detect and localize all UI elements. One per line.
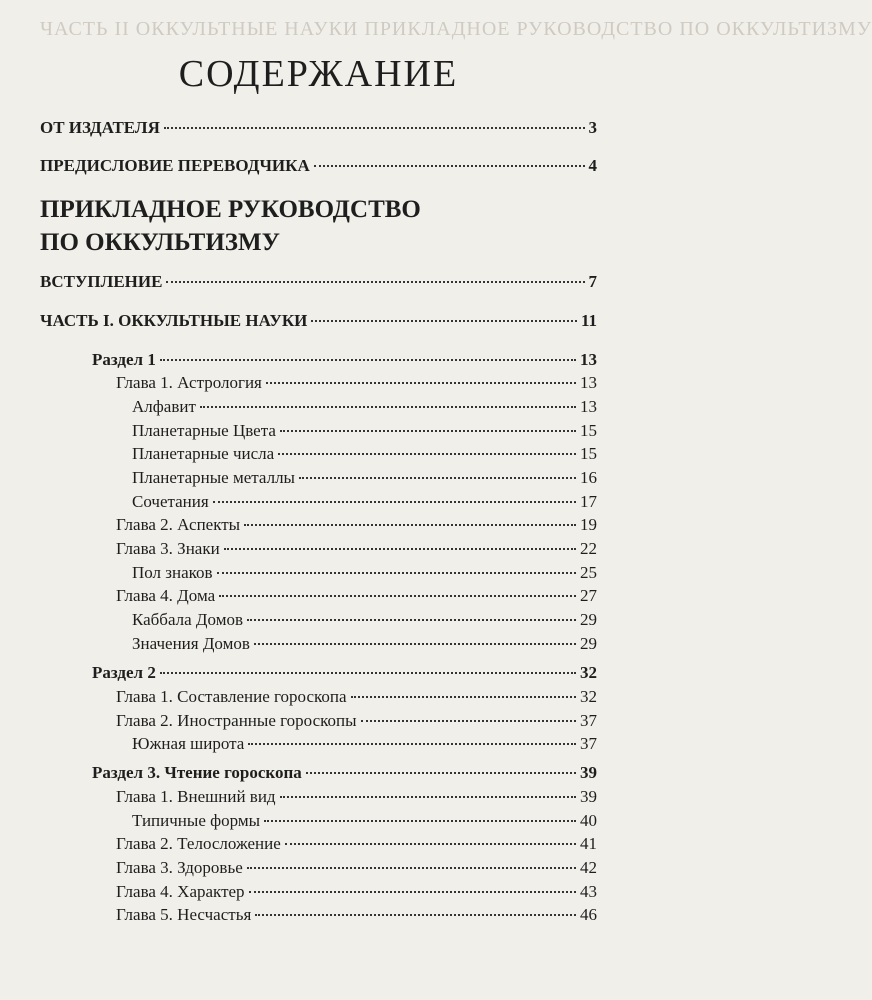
toc-entry-page: 39 (580, 763, 597, 782)
dot-leader (219, 595, 576, 597)
dot-leader (255, 914, 576, 916)
toc-entry-label: Южная широта (132, 734, 245, 753)
toc-chapter-entry[interactable] (116, 882, 597, 902)
toc-entry-page: 46 (580, 905, 597, 924)
toc-subentry[interactable] (132, 421, 597, 441)
toc-entry[interactable] (40, 311, 597, 331)
toc-entry-label: Глава 1. Внешний вид (116, 787, 276, 806)
toc-entry-label: Планетарные Цвета (132, 421, 276, 440)
toc-subentry[interactable] (132, 468, 597, 488)
dot-leader (244, 524, 576, 526)
toc-entry[interactable] (40, 118, 597, 138)
toc-entry-page: 40 (580, 811, 597, 830)
toc-entry-label: Планетарные металлы (132, 468, 295, 487)
dot-leader (247, 867, 576, 869)
toc-entry-page: 43 (580, 882, 597, 901)
toc-entry-page: 32 (580, 687, 597, 706)
toc-entry-page: 42 (580, 858, 597, 877)
toc-subentry[interactable] (132, 563, 597, 583)
toc-entry-page: 29 (580, 634, 597, 653)
toc-entry-page: 37 (580, 734, 597, 753)
toc-entry-page: 4 (588, 156, 597, 175)
toc-entry-label: ПРЕДИСЛОВИЕ ПЕРЕВОДЧИКА (40, 156, 310, 175)
dot-leader (306, 772, 576, 774)
toc-entry-page: 13 (580, 373, 597, 392)
toc-entry-page: 15 (580, 421, 597, 440)
toc-entry-label: Раздел 3. Чтение гороскопа (92, 763, 302, 782)
toc-entry-page: 7 (588, 272, 597, 291)
toc-entry-page: 32 (580, 663, 597, 682)
dot-leader (266, 382, 576, 384)
dot-leader (247, 619, 576, 621)
part-heading (40, 193, 540, 259)
dot-leader (285, 843, 576, 845)
toc-entry-label: Глава 3. Знаки (116, 539, 220, 558)
page-title: СОДЕРЖАНИЕ (178, 53, 459, 95)
dot-leader (280, 796, 576, 798)
toc-entry-label: ОТ ИЗДАТЕЛЯ (40, 118, 160, 137)
toc-entry-label: Глава 2. Иностранные гороскопы (116, 711, 357, 730)
toc-entry-page: 3 (588, 118, 597, 137)
toc-entry-label: Каббала Домов (132, 610, 243, 629)
dot-leader (351, 696, 576, 698)
dot-leader (166, 281, 584, 283)
toc-entry-label: Раздел 1 (92, 350, 156, 369)
toc-subentry[interactable] (132, 397, 597, 417)
toc-entry-page: 13 (580, 350, 597, 369)
toc-entry-label: Глава 2. Аспекты (116, 515, 241, 534)
toc-subentry[interactable] (132, 634, 597, 654)
toc-subentry[interactable] (132, 610, 597, 630)
bleed-through-header: ЧАСТЬ II ОККУЛЬТНЫЕ НАУКИ ПРИКЛАДНОЕ РУКОВОДСТВО ПО ОККУЛЬТИЗМУ (40, 18, 872, 40)
dot-leader (213, 501, 576, 503)
dot-leader (200, 406, 576, 408)
toc-chapter-entry[interactable] (116, 687, 597, 707)
toc-entry-label: Сочетания (132, 492, 209, 511)
toc-entry-page: 39 (580, 787, 597, 806)
toc-entry-label: Раздел 2 (92, 663, 156, 682)
dot-leader (361, 720, 576, 722)
toc-entry-label: Глава 2. Телосложение (116, 834, 281, 853)
dot-leader (164, 127, 585, 129)
toc-entry-page: 19 (580, 515, 597, 534)
dot-leader (160, 672, 576, 674)
toc-chapter-entry[interactable] (116, 515, 597, 535)
part-heading-line: ПО ОККУЛЬТИЗМУ (40, 229, 280, 256)
toc-entry-page: 37 (580, 711, 597, 730)
dot-leader (299, 477, 576, 479)
toc-chapter-entry[interactable] (116, 858, 597, 878)
toc-entry-label: Глава 1. Астрология (116, 373, 262, 392)
toc-entry-page: 25 (580, 563, 597, 582)
dot-leader (249, 891, 576, 893)
toc-entry[interactable] (40, 272, 597, 292)
toc-entry-label: Типичные формы (132, 811, 261, 830)
toc-entry-label: Алфавит (132, 397, 196, 416)
toc-entry-page: 11 (580, 311, 597, 330)
toc-entry-page: 16 (580, 468, 597, 487)
dot-leader (280, 430, 576, 432)
toc-subentry[interactable] (132, 734, 597, 754)
dot-leader (248, 743, 576, 745)
toc-entry-label: Планетарные числа (132, 444, 275, 463)
toc-entry-label: Глава 4. Характер (116, 882, 245, 901)
toc-section-entry[interactable] (92, 763, 597, 783)
toc-subentry[interactable] (132, 492, 597, 512)
toc-entry-label: Пол знаков (132, 563, 213, 582)
toc-entry[interactable] (40, 156, 597, 176)
toc-entry-label: Глава 1. Составление гороскопа (116, 687, 347, 706)
toc-subentry[interactable] (132, 444, 597, 464)
toc-entry-page: 41 (580, 834, 597, 853)
toc-entry-label: Глава 3. Здоровье (116, 858, 243, 877)
dot-leader (278, 453, 576, 455)
toc-entry-page: 13 (580, 397, 597, 416)
toc-entry-label: Глава 4. Дома (116, 586, 216, 605)
toc-chapter-entry[interactable] (116, 787, 597, 807)
dot-leader (217, 572, 576, 574)
toc-subentry[interactable] (132, 811, 597, 831)
toc-entry-page: 15 (580, 444, 597, 463)
toc-entry-label: ЧАСТЬ I. ОККУЛЬТНЫЕ НАУКИ (40, 311, 308, 330)
toc-entry-page: 29 (580, 610, 597, 629)
toc-chapter-entry[interactable] (116, 711, 597, 731)
toc-entry-label: Глава 5. Несчастья (116, 905, 252, 924)
dot-leader (314, 165, 585, 167)
dot-leader (224, 548, 576, 550)
toc-chapter-entry[interactable] (116, 834, 597, 854)
toc-entry-label: Значения Домов (132, 634, 250, 653)
toc-entry-page: 22 (580, 539, 597, 558)
toc-entry-page: 17 (580, 492, 597, 511)
toc-entry-label: ВСТУПЛЕНИЕ (40, 272, 163, 291)
toc-chapter-entry[interactable] (116, 905, 597, 925)
dot-leader (264, 820, 576, 822)
toc-chapter-entry[interactable] (116, 373, 597, 393)
dot-leader (160, 359, 576, 361)
toc-chapter-entry[interactable] (116, 539, 597, 559)
dot-leader (311, 320, 577, 322)
part-heading-line: ПРИКЛАДНОЕ РУКОВОДСТВО (40, 196, 421, 223)
dot-leader (254, 643, 576, 645)
toc-entry-page: 27 (580, 586, 597, 605)
toc-section-entry[interactable] (92, 350, 597, 370)
toc-section-entry[interactable] (92, 663, 597, 683)
toc-chapter-entry[interactable] (116, 586, 597, 606)
